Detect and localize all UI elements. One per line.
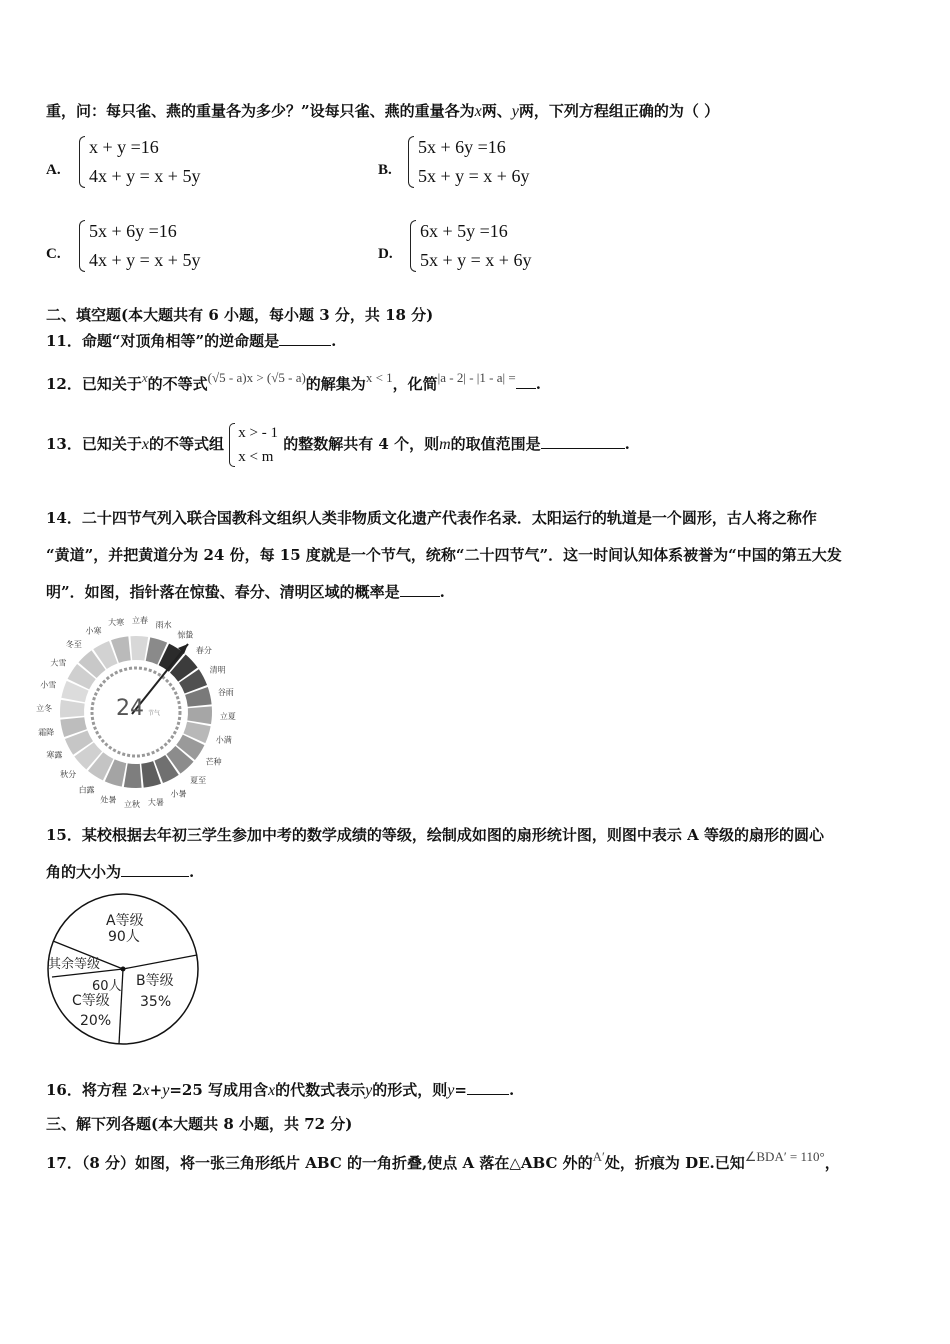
pie-center	[121, 967, 126, 972]
wheel-term-label: 谷雨	[217, 688, 234, 698]
wheel-center-sub: 节气	[148, 710, 161, 717]
q17: 17．（8 分）如图，将一张三角形纸片 ABC 的一角折叠,使点 A 落在△ABC 外的A′处，折痕为 DE.已知∠BDA′ = 110°，	[46, 1149, 840, 1172]
option-d-label: D.	[378, 246, 393, 262]
q13-blank	[541, 434, 625, 449]
option-b-label: B.	[378, 162, 392, 178]
q11-blank	[279, 331, 331, 346]
grade-pie-chart	[44, 893, 209, 1053]
q12: 12．已知关于x的不等式(√5 - a)x > (√5 - a)的解集为x < 1，化简|a - 2| - |1 - a| = .	[46, 370, 541, 393]
q12-blank	[516, 374, 536, 389]
q15-line1: 15．某校根据去年初三学生参加中考的数学成绩的等级，绘制成如图的扇形统计图，则图中表示 A 等级的扇形的圆心	[46, 826, 824, 844]
pie-c-label: C等级	[72, 993, 110, 1009]
q16-blank	[467, 1080, 509, 1095]
section2-title: 二、填空题(本大题共有 6 小题，每小题 3 分，共 18 分)	[46, 306, 434, 324]
q15-blank	[121, 862, 189, 877]
wheel-term-label: 夏至	[190, 775, 207, 785]
wheel-term-label: 大雪	[50, 658, 67, 668]
wheel-term-label: 立春	[132, 616, 149, 626]
wheel-center-number: 24	[116, 696, 144, 721]
q16: 16．将方程 2x+y=25 写成用含x的代数式表示y的形式，则y= .	[46, 1081, 515, 1099]
wheel-term-label: 小雪	[40, 680, 57, 690]
solar-terms-wheel	[36, 612, 264, 809]
wheel-term-label: 大暑	[147, 797, 164, 807]
pie-a-value: 90人	[108, 929, 140, 945]
wheel-term-label: 惊蛰	[177, 630, 194, 640]
q10-stem: 重，问：每只雀、燕的重量各为多少？”设每只雀、燕的重量各为x两、y两，下列方程组正确的为（ ）	[46, 102, 720, 120]
section3-title: 三、解下列各题(本大题共 8 小题，共 72 分)	[46, 1115, 353, 1133]
wheel-term-label: 处暑	[100, 795, 117, 805]
wheel-term-label: 小满	[215, 735, 232, 745]
pie-b-label: B等级	[136, 973, 174, 989]
wheel-term-label: 白露	[78, 785, 95, 795]
option-a-label: A.	[46, 162, 61, 178]
wheel-term-label: 雨水	[155, 620, 172, 630]
pie-b-value: 35%	[140, 994, 172, 1010]
wheel-term-label: 大寒	[108, 618, 125, 628]
wheel-term-label: 秋分	[60, 770, 77, 780]
q14-line2: “黄道”，并把黄道分为 24 份，每 15 度就是一个节气，统称“二十四节气”．这一时间认知体系被誉为“中国的第五大发	[46, 546, 842, 564]
q13-system: x > - 1 x < m	[229, 421, 278, 469]
wheel-term-label: 立冬	[36, 703, 53, 713]
q14-line1: 14．二十四节气列入联合国教科文组织人类非物质文化遗产代表作名录．太阳运行的轨道是一个圆形，古人将之称作	[46, 509, 817, 527]
pie-c-value: 20%	[80, 1013, 112, 1029]
q11: 11．命题“对顶角相等”的逆命题是 .	[46, 332, 337, 350]
pie-rest-value: 60人	[92, 979, 122, 994]
wheel-term-label: 立秋	[123, 799, 140, 809]
option-d-system: 6x + 5y =16 5x + y = x + 6y	[410, 217, 531, 275]
wheel-sector	[124, 763, 142, 788]
wheel-term-label: 春分	[195, 645, 212, 655]
q14-blank	[400, 582, 440, 597]
wheel-term-label: 立夏	[219, 712, 236, 722]
wheel-term-label: 冬至	[65, 640, 82, 650]
wheel-sector	[187, 706, 212, 724]
wheel-term-label: 小暑	[170, 789, 187, 799]
pie-a-label: A等级	[106, 913, 144, 929]
wheel-sector	[60, 700, 85, 718]
pie-rest-label: 其余等级	[48, 957, 101, 972]
wheel-sector	[130, 636, 148, 661]
wheel-term-label: 寒露	[46, 750, 63, 760]
wheel-term-label: 芒种	[205, 757, 222, 767]
wheel-term-label: 霜降	[38, 727, 55, 737]
wheel-term-label: 清明	[209, 665, 226, 675]
wheel-term-label: 小寒	[85, 626, 102, 636]
q13: 13．已知关于x的不等式组 x > - 1 x < m 的整数解共有 4 个，则m的取值范围是 .	[46, 421, 630, 469]
q14-line3: 明”．如图，指针落在惊蛰、春分、清明区域的概率是 .	[46, 583, 445, 601]
option-a-system: x + y =16 4x + y = x + 5y	[79, 133, 200, 191]
option-b-system: 5x + 6y =16 5x + y = x + 6y	[408, 133, 529, 191]
option-c-system: 5x + 6y =16 4x + y = x + 5y	[79, 217, 200, 275]
q15-line2: 角的大小为 .	[46, 863, 195, 881]
option-c-label: C.	[46, 246, 61, 262]
